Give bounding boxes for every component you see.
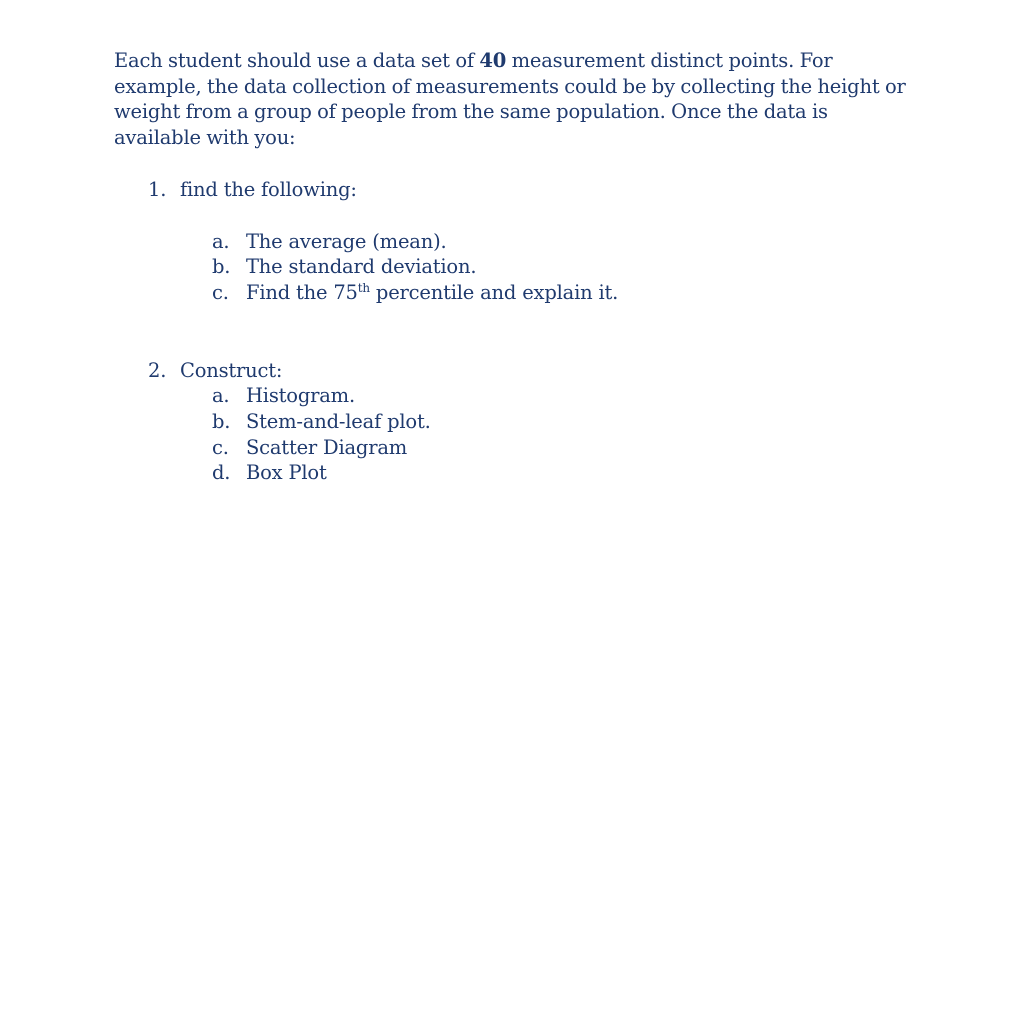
sublist-2-item-a-text: Histogram. — [246, 384, 355, 408]
sublist-1-item-a-letter: a. — [212, 229, 230, 253]
sublist-2 — [114, 383, 914, 486]
sublist-2-item-d — [114, 460, 914, 486]
sublist-2-item-c-letter: c. — [212, 435, 229, 459]
intro-text-start: Each student should use a data set of — [114, 49, 480, 72]
sublist-1-item-b-letter: b. — [212, 255, 231, 279]
list-item-1 — [114, 177, 914, 203]
intro-text-end: measurement distinct points. For example, the data collection of measurements could be by collecting the height or weight from a group of people from the same population. Once the data is available with you: — [114, 49, 906, 150]
sublist-2-item-b — [114, 409, 914, 435]
list-item-2 — [114, 358, 914, 384]
sublist-1-item-c-text — [246, 280, 618, 306]
sublist-2-item-c — [114, 435, 914, 461]
list-item-1-number: 1. — [148, 177, 167, 201]
sublist-2-item-d-text: Box Plot — [246, 461, 327, 485]
sublist-1-item-b-text: The standard deviation. — [246, 255, 477, 279]
intro-bold-count: 40 — [479, 49, 507, 72]
sublist-2-item-b-letter: b. — [212, 409, 231, 433]
sublist-1 — [114, 229, 914, 306]
sublist-2-item-b-text: Stem-and-leaf plot. — [246, 409, 431, 433]
sublist-2-item-a — [114, 383, 914, 409]
sublist-1-item-a-text: The average (mean). — [246, 229, 447, 253]
sublist-1-item-c-letter: c. — [212, 280, 229, 304]
percentile-text-end: percentile and explain it. — [369, 280, 619, 304]
intro-paragraph — [114, 48, 914, 151]
percentile-superscript: th — [357, 280, 370, 295]
sublist-1-item-c — [114, 280, 914, 306]
list-item-2-label: Construct: — [180, 358, 283, 382]
list-item-2-number: 2. — [148, 358, 167, 382]
sublist-2-item-c-text: Scatter Diagram — [246, 435, 408, 459]
document-page — [114, 48, 914, 486]
sublist-1-item-b — [114, 254, 914, 280]
sublist-2-item-d-letter: d. — [212, 461, 231, 485]
list-item-1-label: find the following: — [180, 177, 357, 201]
sublist-2-item-a-letter: a. — [212, 384, 230, 408]
percentile-text-start: Find the 75 — [246, 280, 358, 304]
sublist-1-item-a — [114, 229, 914, 255]
